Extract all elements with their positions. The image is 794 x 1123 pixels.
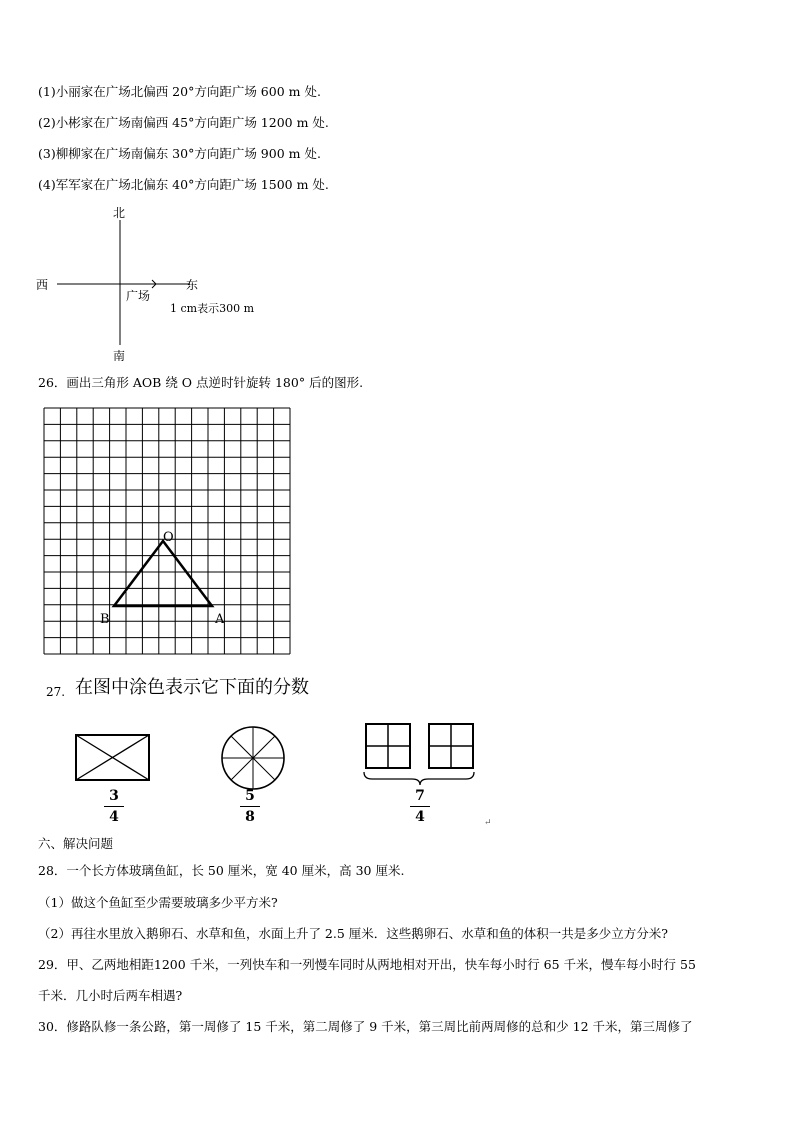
q29-line2: 千米．几小时后两车相遇? [38,988,183,1003]
q28-text: 28．一个长方体玻璃鱼缸，长 50 厘米，宽 40 厘米，高 30 厘米. [38,863,405,878]
south-label: 南 [113,349,126,363]
fraction-rectangle-denominator: 4 [109,809,119,825]
west-label: 西 [36,278,49,292]
circle-shape [222,727,284,789]
fraction-circle [240,788,260,825]
fraction-squares-numerator: 7 [415,788,425,804]
grid-diagram [0,395,320,665]
fraction-squares [410,788,430,825]
q25-item-4: (4)军军家在广场北偏东 40°方向距广场 1500 m 处. [38,177,329,192]
triangle-aob [114,541,212,606]
fraction-circle-denominator: 8 [245,809,255,825]
section-title: 六、解决问题 [38,836,114,851]
brace-icon [364,772,474,785]
fraction-rectangle-numerator: 3 [109,788,119,804]
point-o-label: O [163,530,174,545]
scale-label: 1 cm表示300 m [170,302,255,315]
squares-shape [366,724,473,768]
q26-text: 26．画出三角形 AOB 绕 O 点逆时针旋转 180° 后的图形. [38,375,364,390]
point-b-label: B [100,612,110,627]
rectangle-shape [76,735,149,780]
compass-diagram [0,200,300,370]
q27-number: 27. [46,685,66,699]
q25-item-2: (2)小彬家在广场南偏西 45°方向距广场 1200 m 处. [38,115,329,130]
fraction-squares-denominator: 4 [415,809,425,825]
q25-item-1: (1)小丽家在广场北偏西 20°方向距广场 600 m 处. [38,84,321,99]
center-label: 广场 [126,289,151,303]
q27-title: 在图中涂色表示它下面的分数 [75,677,309,698]
q28-sub2: （2）再往水里放入鹅卵石、水草和鱼，水面上升了 2.5 厘米．这些鹅卵石、水草和鱼的体积一共是多少立方分米? [38,926,668,941]
east-label: 东 [186,278,199,292]
q30-line1: 30．修路队修一条公路，第一周修了 15 千米，第二周修了 9 千米，第三周比前两周修的总和少 12 千米，第三周修了 [38,1019,693,1034]
point-a-label: A [215,612,225,627]
return-mark-icon: ↵ [484,818,492,828]
fraction-rectangle [104,788,124,825]
q25-item-3: (3)柳柳家在广场南偏东 30°方向距广场 900 m 处. [38,146,321,161]
q29-line1: 29．甲、乙两地相距1200 千米，一列快车和一列慢车同时从两地相对开出，快车每小时行 65 千米，慢车每小时行 55 [38,957,696,972]
q27-figures [0,715,520,830]
q28-sub1: （1）做这个鱼缸至少需要玻璃多少平方米? [38,895,278,910]
fraction-circle-numerator: 5 [245,788,255,804]
north-label: 北 [113,206,126,220]
